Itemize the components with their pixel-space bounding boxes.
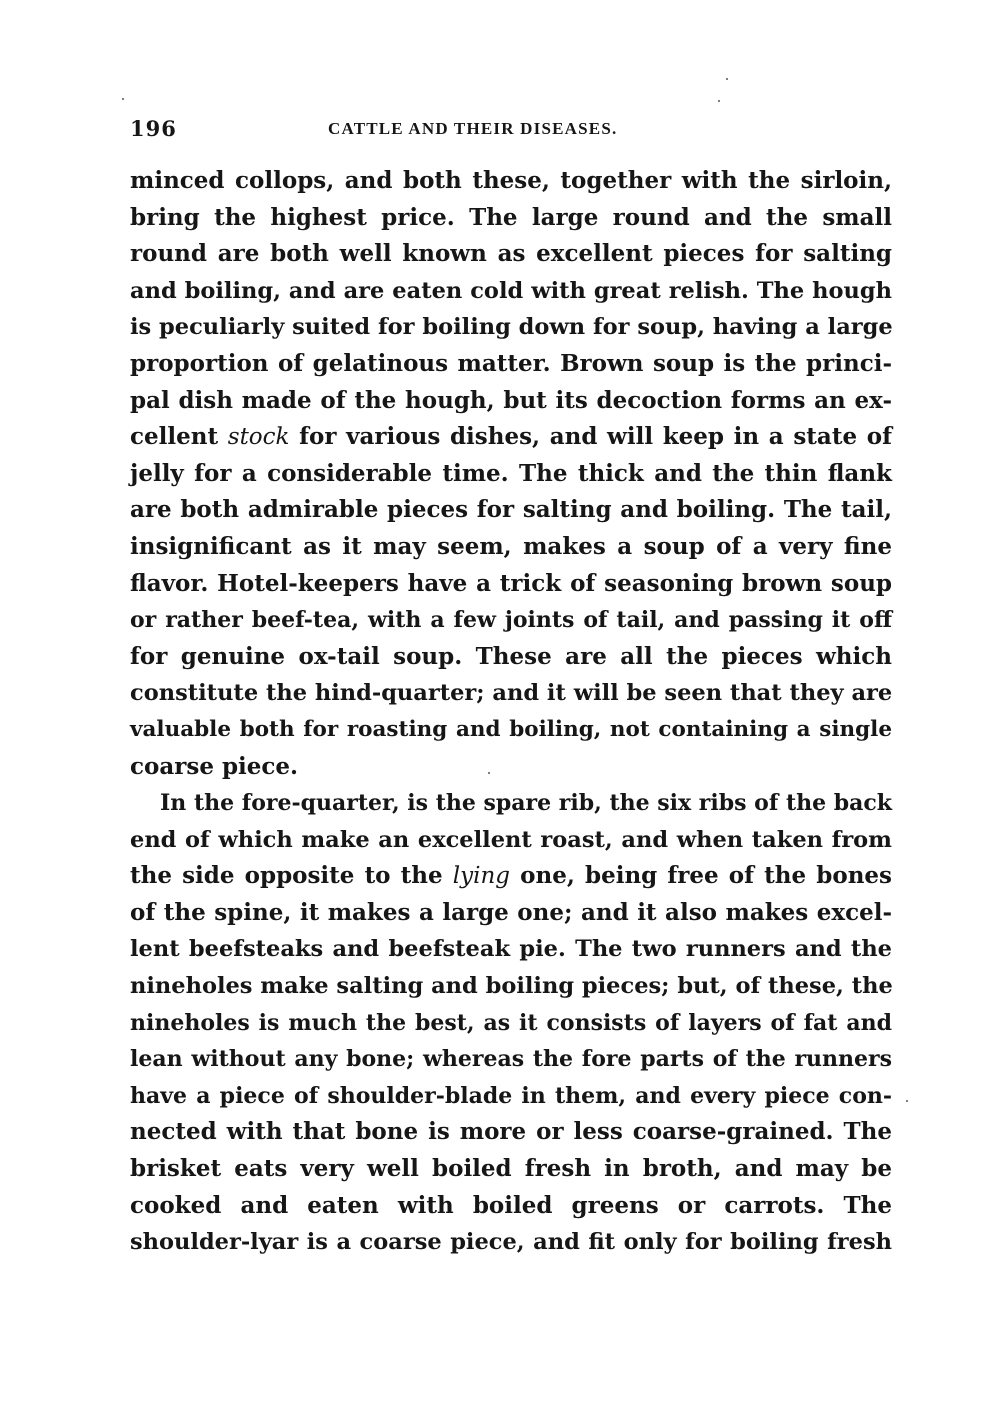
text-line: coarse piece. — [130, 752, 299, 780]
scan-speck — [718, 100, 720, 102]
text-line: or rather beef-tea, with a few joints of tail, and passing it off — [130, 607, 892, 634]
page-number: 196 — [130, 116, 177, 141]
text-line: insignificant as it may seem, makes a soup of a very fine — [130, 532, 892, 560]
scan-speck — [906, 1100, 908, 1102]
text-line: lent beefsteaks and beefsteak pie. The two runners and the — [130, 936, 892, 963]
text-line: nineholes is much the best, as it consists of layers of fat and — [130, 1009, 892, 1036]
text-line: brisket eats very well boiled fresh in broth, and may be — [130, 1155, 892, 1183]
body-text — [130, 163, 892, 1261]
paragraph-2 — [130, 785, 892, 1261]
scan-speck — [488, 772, 490, 774]
scan-speck — [122, 98, 124, 100]
text-line: is peculiarly suited for boiling down for soup, having a large — [130, 314, 893, 341]
text-line: valuable both for roasting and boiling, not containing a single — [130, 716, 892, 742]
text-line: flavor. Hotel-keepers have a trick of seasoning brown soup — [130, 569, 892, 597]
scan-speck — [726, 78, 728, 80]
text-line: shoulder-lyar is a coarse piece, and fit only for boiling fresh — [130, 1229, 892, 1256]
running-title: CATTLE AND THEIR DISEASES. — [328, 119, 618, 138]
text-line: lean without any bone; whereas the fore parts of the runners — [130, 1046, 892, 1073]
text-line: and boiling, and are eaten cold with great relish. The hough — [130, 277, 892, 304]
text-line: the side opposite to the lying one, being free of the bones — [130, 862, 892, 890]
text-line: round are both well known as excellent pieces for salting — [130, 240, 892, 268]
text-line: end of which make an excellent roast, and when taken from — [130, 826, 892, 853]
text-line: are both admirable pieces for salting and boiling. The tail, — [130, 496, 892, 524]
text-line: pal dish made of the hough, but its decoction forms an ex- — [130, 386, 892, 414]
text-line: of the spine, it makes a large one; and it also makes excel- — [130, 898, 892, 926]
text-line: cellent stock for various dishes, and will keep in a state of — [130, 423, 892, 451]
paragraph-1 — [130, 163, 892, 785]
text-line: nineholes make salting and boiling pieces; but, of these, the — [130, 973, 893, 1000]
text-line: bring the highest price. The large round and the small — [130, 203, 892, 231]
text-line: proportion of gelatinous matter. Brown soup is the princi- — [130, 349, 892, 377]
text-line: minced collops, and both these, together with the sirloin, — [130, 167, 892, 194]
text-line: nected with that bone is more or less coarse-grained. The — [130, 1118, 892, 1146]
page-header — [130, 116, 890, 146]
text-line: jelly for a considerable time. The thick and the thin flank — [130, 459, 892, 487]
text-line: cooked and eaten with boiled greens or carrots. The — [130, 1191, 892, 1219]
text-line: for genuine ox-tail soup. These are all the pieces which — [130, 642, 892, 670]
text-line: have a piece of shoulder-blade in them, and every piece con- — [130, 1082, 892, 1109]
text-line: In the fore-quarter, is the spare rib, the six ribs of the back — [160, 790, 893, 817]
text-line: constitute the hind-quarter; and it will be seen that they are — [130, 680, 893, 707]
